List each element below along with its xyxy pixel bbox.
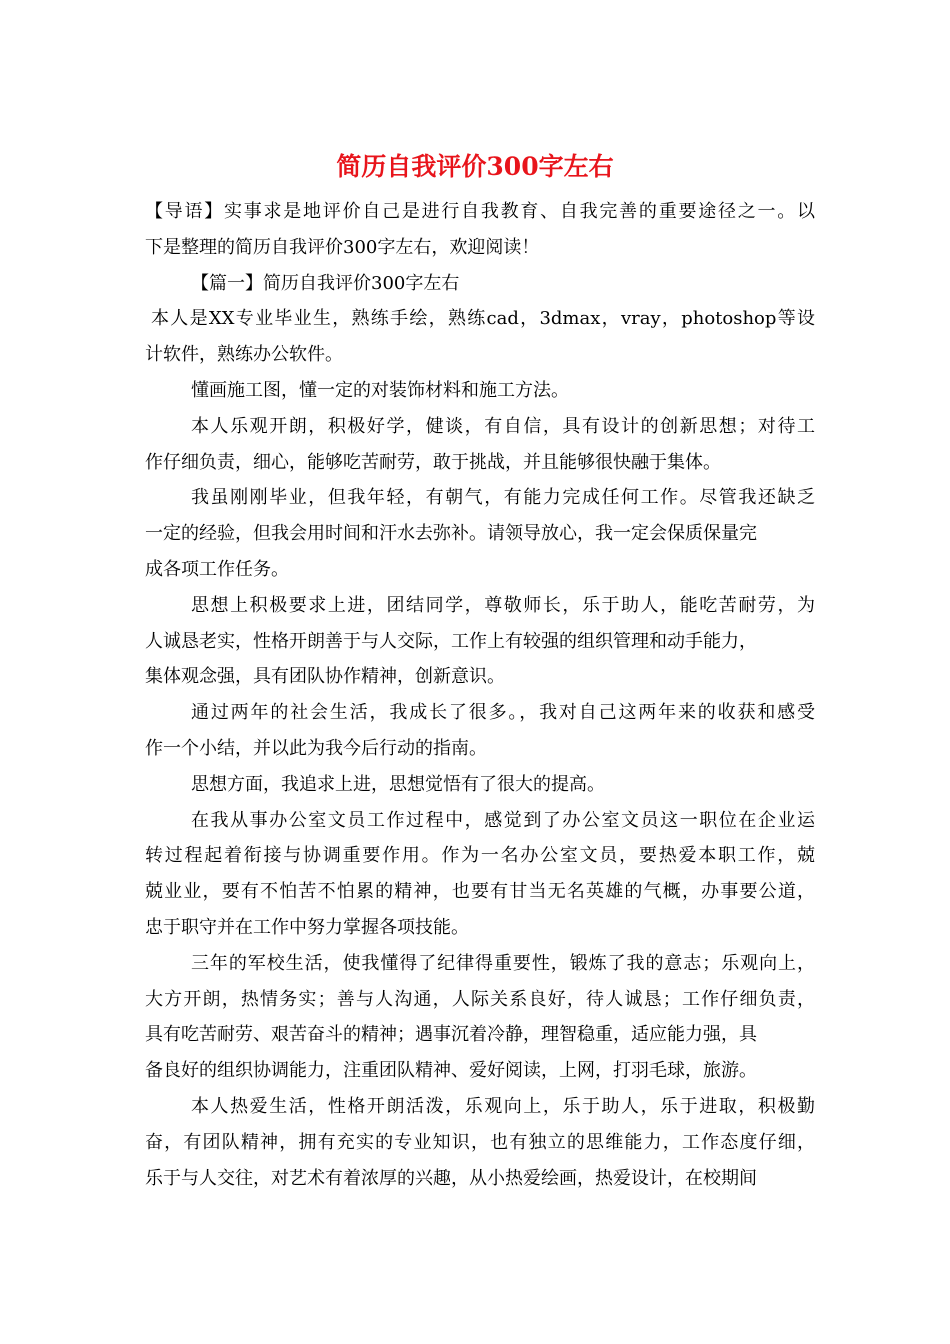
paragraph-line: 一定的经验，但我会用时间和汗水去弥补。请领导放心，我一定会保质保量完 bbox=[145, 523, 757, 545]
paragraph-line: 本人是XX专业毕业生，熟练手绘，熟练cad，3dmax，vray，photoshop等设 bbox=[151, 308, 815, 330]
paragraph-line: 作一个小结，并以此为我今后行动的指南。 bbox=[145, 737, 487, 759]
document-title: 简历自我评价300字左右 bbox=[336, 152, 614, 181]
paragraph-line: 作仔细负责，细心，能够吃苦耐劳，敢于挑战，并且能够很快融于集体。 bbox=[145, 451, 721, 473]
paragraph-line: 【篇一】简历自我评价300字左右 bbox=[191, 272, 460, 294]
paragraph-line: 【导语】实事求是地评价自己是进行自我教育、自我完善的重要途径之一。以 bbox=[145, 201, 815, 222]
paragraph-line: 兢业业，要有不怕苦不怕累的精神，也要有甘当无名英雄的气概，办事要公道， bbox=[145, 881, 815, 903]
paragraph-line: 转过程起着衔接与协调重要作用。作为一名办公室文员，要热爱本职工作，兢 bbox=[145, 845, 815, 867]
paragraph-line: 我虽刚刚毕业，但我年轻，有朝气，有能力完成任何工作。尽管我还缺乏 bbox=[191, 487, 815, 509]
paragraph-line: 思想上积极要求上进，团结同学，尊敬师长，乐于助人，能吃苦耐劳，为 bbox=[191, 594, 815, 616]
paragraph-line: 本人乐观开朗，积极好学，健谈，有自信，具有设计的创新思想；对待工 bbox=[191, 415, 815, 437]
paragraph-line: 思想方面，我追求上进，思想觉悟有了很大的提高。 bbox=[191, 773, 605, 795]
paragraph-line: 备良好的组织协调能力，注重团队精神、爱好阅读，上网，打羽毛球，旅游。 bbox=[145, 1060, 757, 1082]
paragraph-line: 在我从事办公室文员工作过程中，感觉到了办公室文员这一职位在企业运 bbox=[191, 809, 815, 831]
paragraph-line: 懂画施工图，懂一定的对装饰材料和施工方法。 bbox=[191, 379, 569, 401]
paragraph-line: 乐于与人交往，对艺术有着浓厚的兴趣，从小热爱绘画，热爱设计，在校期间 bbox=[145, 1167, 757, 1189]
paragraph-line: 三年的军校生活，使我懂得了纪律得重要性，锻炼了我的意志；乐观向上， bbox=[191, 952, 815, 974]
paragraph-line: 集体观念强，具有团队协作精神，创新意识。 bbox=[145, 666, 505, 688]
document-body bbox=[145, 194, 815, 1196]
paragraph-line: 下是整理的简历自我评价300字左右，欢迎阅读！ bbox=[145, 236, 540, 258]
paragraph-line: 本人热爱生活，性格开朗活泼，乐观向上，乐于助人，乐于进取，积极勤 bbox=[191, 1095, 815, 1117]
paragraph-line: 成各项工作任务。 bbox=[145, 558, 289, 580]
paragraph-line: 人诚恳老实，性格开朗善于与人交际，工作上有较强的组织管理和动手能力， bbox=[145, 630, 757, 652]
paragraph-line: 具有吃苦耐劳、艰苦奋斗的精神；遇事沉着冷静，理智稳重，适应能力强，具 bbox=[145, 1024, 757, 1046]
paragraph-line: 奋，有团队精神，拥有充实的专业知识，也有独立的思维能力，工作态度仔细， bbox=[145, 1131, 815, 1153]
paragraph-line: 通过两年的社会生活，我成长了很多。，我对自己这两年来的收获和感受 bbox=[191, 702, 815, 724]
paragraph-line: 忠于职守并在工作中努力掌握各项技能。 bbox=[145, 916, 469, 938]
paragraph-line: 大方开朗，热情务实；善与人沟通，人际关系良好，待人诚恳；工作仔细负责， bbox=[145, 988, 815, 1010]
paragraph-line: 计软件，熟练办公软件。 bbox=[145, 344, 343, 366]
